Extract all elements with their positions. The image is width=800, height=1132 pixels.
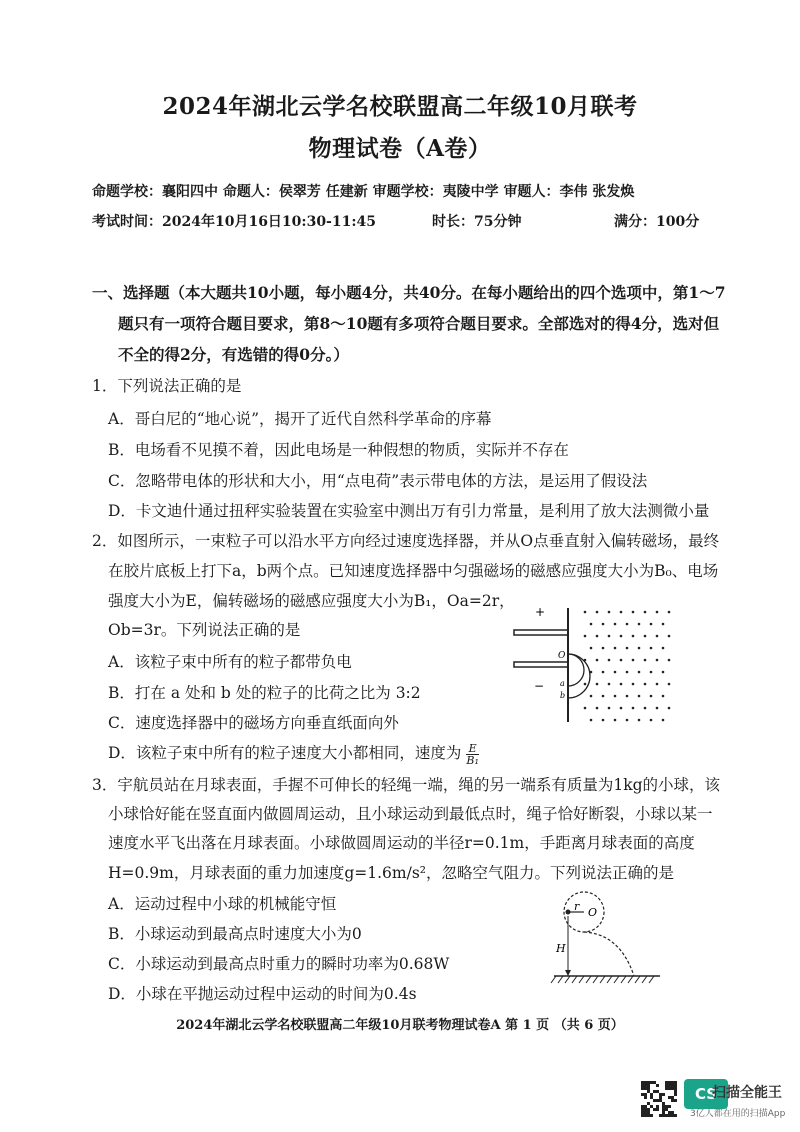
lower-plate (514, 662, 568, 667)
q1-option-d: D．卡文迪什通过扭秤实验装置在实验室中测出万有引力常量，是利用了放大法测微小量 (108, 502, 710, 520)
q2-option-a: A．该粒子束中所有的粒子都带负电 (108, 653, 352, 671)
field-dot (626, 671, 629, 674)
field-dot (602, 647, 605, 650)
field-dot (626, 695, 629, 698)
qr-module (668, 1096, 671, 1099)
field-dot (608, 683, 611, 686)
qr-module (662, 1093, 665, 1096)
field-dot (662, 671, 665, 674)
field-dot (620, 635, 623, 638)
qr-module (665, 1114, 668, 1117)
hatch-mark (579, 976, 584, 983)
qr-module (656, 1084, 659, 1087)
qr-module (674, 1114, 677, 1117)
qr-module (644, 1096, 647, 1099)
qr-module (674, 1087, 677, 1090)
hatch-mark (614, 976, 619, 983)
hatch-mark (600, 976, 605, 983)
field-dot (662, 623, 665, 626)
qr-module (644, 1105, 647, 1108)
hatch-mark (642, 976, 647, 983)
qr-module (674, 1099, 677, 1102)
field-dot (644, 659, 647, 662)
field-dot (638, 719, 641, 722)
field-dot (584, 683, 587, 686)
qr-module (647, 1114, 650, 1117)
projectile-path (584, 932, 634, 976)
hatch-mark (607, 976, 612, 983)
q1-option-a: A．哥白尼的“地心说”，揭开了近代自然科学革命的序幕 (108, 410, 492, 428)
hatch-mark (649, 976, 654, 983)
q3-option-a: A．运动过程中小球的机械能守恒 (108, 895, 337, 913)
field-dot (614, 623, 617, 626)
field-dot (638, 647, 641, 650)
trajectory-b (568, 654, 590, 698)
field-dot (608, 659, 611, 662)
q3-stem-line3: 速度水平飞出落在月球表面。小球做圆周运动的半径r=0.1m，手距离月球表面的高度 (108, 834, 695, 852)
qr-module (671, 1114, 674, 1117)
upper-plate (514, 630, 568, 635)
qr-module (662, 1102, 665, 1105)
field-dot (614, 695, 617, 698)
qr-module (656, 1099, 659, 1102)
height-label: H (556, 942, 566, 955)
qr-module (674, 1081, 677, 1084)
qr-module (659, 1096, 662, 1099)
field-dot (632, 707, 635, 710)
field-dot (602, 719, 605, 722)
qr-module (671, 1081, 674, 1084)
exam-subtitle: 物理试卷（A卷） (308, 135, 492, 162)
field-dot (644, 611, 647, 614)
hatch-mark (635, 976, 640, 983)
qr-module (668, 1111, 671, 1114)
field-dot (650, 647, 653, 650)
q2-option-c: C．速度选择器中的磁场方向垂直纸面向外 (108, 714, 399, 732)
exam-time: 考试时间：2024年10月16日10:30-11:45 (92, 214, 377, 230)
field-dot (584, 611, 587, 614)
field-dot (638, 623, 641, 626)
qr-module (671, 1111, 674, 1114)
section-heading-line1: 一、选择题（本大题共10小题，每小题4分，共40分。在每小题给出的四个选项中，第1～7 (92, 283, 726, 302)
field-dot (590, 695, 593, 698)
field-dot (656, 635, 659, 638)
arrow-down (565, 970, 571, 976)
qr-module (641, 1087, 644, 1090)
minus-sign: − (534, 679, 545, 693)
qr-module (647, 1087, 650, 1090)
field-dot (632, 659, 635, 662)
q1-option-b: B．电场看不见摸不着，因此电场是一种假想的物质，实际并不存在 (108, 441, 569, 459)
qr-module (674, 1093, 677, 1096)
field-dot (644, 635, 647, 638)
q3-option-d: D．小球在平抛运动过程中运动的时间为0.4s (108, 985, 417, 1003)
q3-option-c: C．小球运动到最高点时重力的瞬时功率为0.68W (108, 955, 450, 973)
qr-module (668, 1087, 671, 1090)
duration: 时长：75分钟 (432, 214, 522, 230)
q2-option-d-text: D．该粒子束中所有的粒子速度大小都相同，速度为 (108, 744, 462, 762)
qr-module (650, 1105, 653, 1108)
field-dot (662, 719, 665, 722)
qr-module (671, 1099, 674, 1102)
qr-module (641, 1105, 644, 1108)
q1-option-c: C．忽略带电体的形状和大小，用“点电荷”表示带电体的方法，是运用了假设法 (108, 472, 648, 490)
qr-module (650, 1096, 653, 1099)
qr-module (641, 1111, 644, 1114)
field-dot (608, 611, 611, 614)
fraction-denominator: B₁ (466, 753, 479, 767)
qr-module (641, 1114, 644, 1117)
qr-module (671, 1087, 674, 1090)
qr-module (641, 1108, 644, 1111)
qr-module (644, 1108, 647, 1111)
field-dot (632, 611, 635, 614)
field-dot (638, 695, 641, 698)
field-dot (668, 707, 671, 710)
field-dot (596, 707, 599, 710)
q2-option-b: B．打在 a 处和 b 处的粒子的比荷之比为 3:2 (108, 684, 421, 702)
qr-module (644, 1093, 647, 1096)
field-dot (662, 695, 665, 698)
fraction-numerator: E (466, 743, 479, 755)
full-score: 满分：100分 (614, 214, 700, 230)
q2-stem-line4: Ob=3r。下列说法正确的是 (108, 621, 301, 639)
q2-figure (508, 602, 676, 724)
qr-module (644, 1111, 647, 1114)
qr-module (656, 1108, 659, 1111)
qr-module (668, 1105, 671, 1108)
qr-module (665, 1105, 668, 1108)
field-dot (620, 659, 623, 662)
field-dot (626, 647, 629, 650)
field-dot (620, 707, 623, 710)
camscanner-logo: CS (684, 1079, 728, 1109)
field-dot (614, 647, 617, 650)
q3-stem-line4: H=0.9m，月球表面的重力加速度g=1.6m/s²，忽略空气阻力。下列说法正确的是 (108, 864, 675, 882)
section-heading-line2: 题只有一项符合题目要求，第8～10题有多项符合题目要求。全部选对的得4分，选对但 (118, 314, 720, 333)
velocity-fraction (466, 743, 479, 766)
qr-module (668, 1114, 671, 1117)
qr-module (644, 1081, 647, 1084)
qr-module (674, 1090, 677, 1093)
qr-module (671, 1096, 674, 1099)
qr-module (668, 1084, 671, 1087)
qr-module (650, 1114, 653, 1117)
hatch-mark (551, 976, 556, 983)
field-dot (590, 647, 593, 650)
q2-stem-line2: 在胶片底板上打下a，b两个点。已知速度选择器中匀强磁场的磁感应强度大小为B₀、电场 (108, 562, 719, 580)
qr-module (647, 1084, 650, 1087)
field-dot (626, 623, 629, 626)
qr-module (659, 1099, 662, 1102)
qr-module (641, 1084, 644, 1087)
field-dot (668, 611, 671, 614)
point-o-label: O (558, 651, 566, 661)
author-line: 命题学校：襄阳四中 命题人：侯翠芳 任建新 审题学校：夷陵中学 审题人：李伟 张发焕 (92, 184, 635, 200)
qr-module (647, 1111, 650, 1114)
radius-label: r (574, 900, 580, 913)
field-dot (650, 719, 653, 722)
field-dot (656, 611, 659, 614)
field-dot (584, 707, 587, 710)
qr-module (644, 1084, 647, 1087)
field-dot (668, 635, 671, 638)
field-dot (602, 623, 605, 626)
qr-module (668, 1081, 671, 1084)
q3-stem-line1: 3．宇航员站在月球表面，手握不可伸长的轻绳一端，绳的另一端系有质量为1kg的小球，该 (92, 776, 721, 794)
qr-module (662, 1114, 665, 1117)
field-dot (596, 659, 599, 662)
q3-option-b: B．小球运动到最高点时速度大小为0 (108, 925, 362, 943)
field-dot (614, 671, 617, 674)
qr-module (656, 1105, 659, 1108)
hatch-mark (586, 976, 591, 983)
qr-module (659, 1093, 662, 1096)
field-dot (632, 635, 635, 638)
qr-module (647, 1090, 650, 1093)
point-b-label: b (560, 691, 566, 700)
field-dot (620, 611, 623, 614)
field-dot (608, 707, 611, 710)
hatch-mark (558, 976, 563, 983)
field-dot (596, 635, 599, 638)
qr-module (641, 1093, 644, 1096)
field-dot (656, 683, 659, 686)
q3-figure (548, 890, 664, 990)
field-dot (608, 635, 611, 638)
field-dot (632, 683, 635, 686)
center-label: O (588, 906, 598, 919)
hatch-mark (572, 976, 577, 983)
qr-module (641, 1081, 644, 1084)
ground-hatch (551, 976, 654, 983)
field-dot (596, 611, 599, 614)
field-dot (596, 683, 599, 686)
qr-module (671, 1084, 674, 1087)
point-a-label: a (560, 679, 565, 688)
field-dot (602, 695, 605, 698)
field-dot (614, 719, 617, 722)
magnetic-field-dots (584, 611, 671, 722)
camscanner-slogan: 3亿人都在用的扫描App (690, 1109, 786, 1119)
q2-stem-line3: 强度大小为E，偏转磁场的磁感应强度大小为B₁，Oa=2r， (108, 592, 515, 610)
qr-module (650, 1081, 653, 1084)
q3-stem-line2: 小球恰好能在竖直面内做圆周运动，且小球运动到最低点时，绳子恰好断裂，小球以某一 (108, 805, 713, 823)
field-dot (668, 659, 671, 662)
field-dot (644, 683, 647, 686)
field-dot (638, 671, 641, 674)
qr-module (647, 1102, 650, 1105)
qr-module (644, 1087, 647, 1090)
field-dot (644, 707, 647, 710)
hatch-mark (628, 976, 633, 983)
field-dot (668, 683, 671, 686)
q2-option-d (108, 741, 479, 766)
qr-module (653, 1090, 656, 1093)
qr-module (662, 1105, 665, 1108)
hand-point (566, 910, 571, 915)
field-dot (650, 623, 653, 626)
exam-title: 2024年湖北云学名校联盟高二年级10月联考 (162, 93, 638, 120)
plus-sign: + (535, 605, 546, 619)
qr-module (662, 1108, 665, 1111)
q2-stem-line1: 2．如图所示，一束粒子可以沿水平方向经过速度选择器，并从O点垂直射入偏转磁场，最终 (92, 532, 720, 550)
section-heading-line3: 不全的得2分，有选错的得0分。） (118, 345, 349, 364)
field-dot (590, 719, 593, 722)
hatch-mark (621, 976, 626, 983)
qr-module (662, 1111, 665, 1114)
field-dot (656, 659, 659, 662)
qr-module (665, 1081, 668, 1084)
camscanner-name: 扫描全能王 (712, 1085, 782, 1101)
qr-module (665, 1087, 668, 1090)
field-dot (602, 671, 605, 674)
qr-module (659, 1114, 662, 1117)
qr-module (650, 1093, 653, 1096)
qr-module (674, 1084, 677, 1087)
hatch-mark (593, 976, 598, 983)
qr-module (653, 1108, 656, 1111)
qr-module (647, 1108, 650, 1111)
qr-module (665, 1108, 668, 1111)
qr-code-icon (640, 1080, 678, 1118)
qr-module (644, 1114, 647, 1117)
field-dot (656, 707, 659, 710)
field-dot (662, 647, 665, 650)
qr-module (653, 1081, 656, 1084)
field-dot (626, 719, 629, 722)
qr-module (665, 1084, 668, 1087)
page-footer: 2024年湖北云学名校联盟高二年级10月联考物理试卷A 第 1 页 （共 6 页） (176, 1018, 624, 1033)
qr-module (656, 1090, 659, 1093)
field-dot (650, 695, 653, 698)
field-dot (584, 635, 587, 638)
qr-module (647, 1081, 650, 1084)
field-dot (620, 683, 623, 686)
field-dot (590, 623, 593, 626)
field-dot (650, 671, 653, 674)
hatch-mark (565, 976, 570, 983)
q1-stem: 1．下列说法正确的是 (92, 377, 242, 395)
qr-module (653, 1099, 656, 1102)
